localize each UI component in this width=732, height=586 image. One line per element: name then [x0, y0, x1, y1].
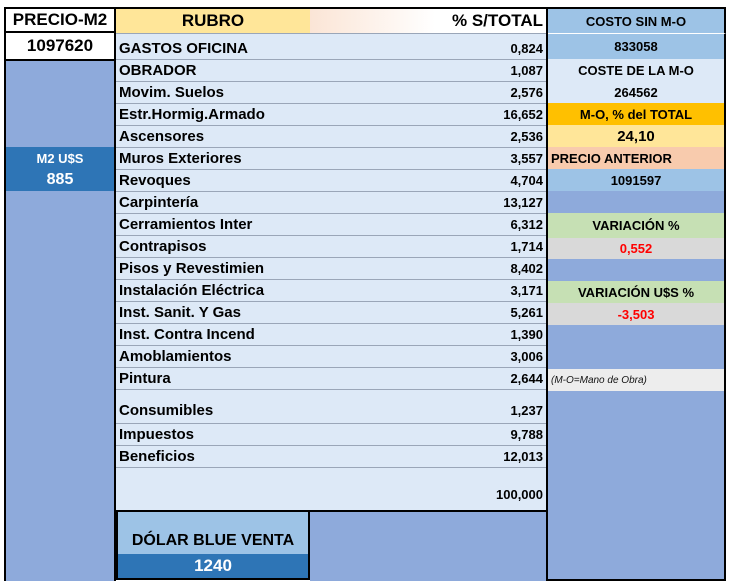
rubro-label: Revoques	[119, 171, 191, 189]
rubro-pct[interactable]: 5,261	[510, 304, 543, 320]
precio-anterior-value[interactable]: 1091597	[548, 169, 726, 191]
costo-sin-mo-label: COSTO SIN M-O	[548, 7, 726, 33]
variacion-usd-label: VARIACIÓN U$S %	[548, 281, 726, 303]
m2-usd-label: M2 U$S	[4, 147, 116, 169]
pct-total-header: % S/TOTAL	[435, 7, 548, 33]
rubro-pct[interactable]: 1,390	[510, 326, 543, 342]
total-pct[interactable]: 100,000	[496, 487, 543, 502]
row-divider	[116, 389, 546, 390]
rubro-label: Carpintería	[119, 193, 199, 211]
precio-anterior-label: PRECIO ANTERIOR	[548, 147, 726, 169]
rubro-pct[interactable]: 16,652	[503, 106, 543, 122]
rubro-label: Contrapisos	[119, 237, 207, 255]
rubro-label: Inst. Sanit. Y Gas	[119, 303, 241, 321]
rubro-pct[interactable]: 12,013	[503, 448, 543, 464]
rubro-pct[interactable]: 3,171	[510, 282, 543, 298]
mo-note: (M-O=Mano de Obra)	[548, 369, 726, 391]
rubro-label: Beneficios	[119, 447, 195, 465]
rubro-pct[interactable]: 9,788	[510, 426, 543, 442]
rubro-label: Pisos y Revestimien	[119, 259, 265, 277]
rubro-label: Estr.Hormig.Armado	[119, 105, 265, 123]
coste-mo-label: COSTE DE LA M-O	[548, 59, 726, 81]
variacion-usd-value[interactable]: -3,503	[548, 303, 726, 325]
variacion-pct-value[interactable]: 0,552	[548, 238, 726, 259]
mo-pct-value[interactable]: 24,10	[548, 125, 726, 147]
right-blue-fill-3	[548, 325, 726, 369]
mo-pct-label: M-O, % del TOTAL	[548, 103, 726, 125]
rubro-label: GASTOS OFICINA	[119, 39, 248, 57]
row-divider	[116, 33, 546, 34]
rubro-pct[interactable]: 2,576	[510, 84, 543, 100]
rubro-header: RUBRO	[116, 7, 310, 33]
rubro-label: Movim. Suelos	[119, 83, 225, 101]
rubro-pct[interactable]: 13,127	[503, 194, 543, 210]
rubro-pct[interactable]: 1,087	[510, 62, 543, 78]
rubro-pct[interactable]: 3,557	[510, 150, 543, 166]
rubro-pct[interactable]: 2,536	[510, 128, 543, 144]
rubro-label: Ascensores	[119, 127, 205, 145]
rubro-pct[interactable]: 3,006	[510, 348, 543, 364]
right-blue-fill-4	[548, 391, 726, 581]
dolar-blue-label: DÓLAR BLUE VENTA	[116, 510, 310, 554]
right-blue-fill-1	[548, 191, 726, 213]
rubro-pct[interactable]: 4,704	[510, 172, 543, 188]
variacion-pct-label: VARIACIÓN %	[548, 213, 726, 238]
rubro-label: OBRADOR	[119, 61, 197, 79]
rubro-label: Consumibles	[119, 401, 214, 419]
rubro-label: Muros Exteriores	[119, 149, 242, 167]
dolar-blue-value[interactable]: 1240	[116, 554, 310, 580]
rubro-label: Impuestos	[119, 425, 195, 443]
m2-usd-value[interactable]: 885	[4, 169, 116, 191]
left-blue-fill-top	[4, 59, 116, 147]
rubro-pct[interactable]: 1,237	[510, 402, 543, 418]
rubro-label: Pintura	[119, 369, 171, 387]
right-blue-fill-2	[548, 259, 726, 281]
rubro-pct[interactable]: 2,644	[510, 370, 543, 386]
costo-sin-mo-value[interactable]: 833058	[548, 33, 726, 59]
rubro-label: Inst. Contra Incend	[119, 325, 255, 343]
precio-m2-header: PRECIO-M2	[4, 7, 116, 33]
precio-m2-value[interactable]: 1097620	[4, 33, 116, 59]
middle-blue-fill	[310, 510, 548, 581]
rubro-pct[interactable]: 8,402	[510, 260, 543, 276]
rubro-label: Cerramientos Inter	[119, 215, 253, 233]
rubro-label: Amoblamientos	[119, 347, 232, 365]
rubro-pct[interactable]: 6,312	[510, 216, 543, 232]
coste-mo-value[interactable]: 264562	[548, 81, 726, 103]
rubro-header-gradient	[310, 7, 435, 33]
rubro-pct[interactable]: 0,824	[510, 40, 543, 56]
rubro-pct[interactable]: 1,714	[510, 238, 543, 254]
left-blue-fill-bottom	[4, 191, 116, 581]
rubro-label: Instalación Eléctrica	[119, 281, 265, 299]
